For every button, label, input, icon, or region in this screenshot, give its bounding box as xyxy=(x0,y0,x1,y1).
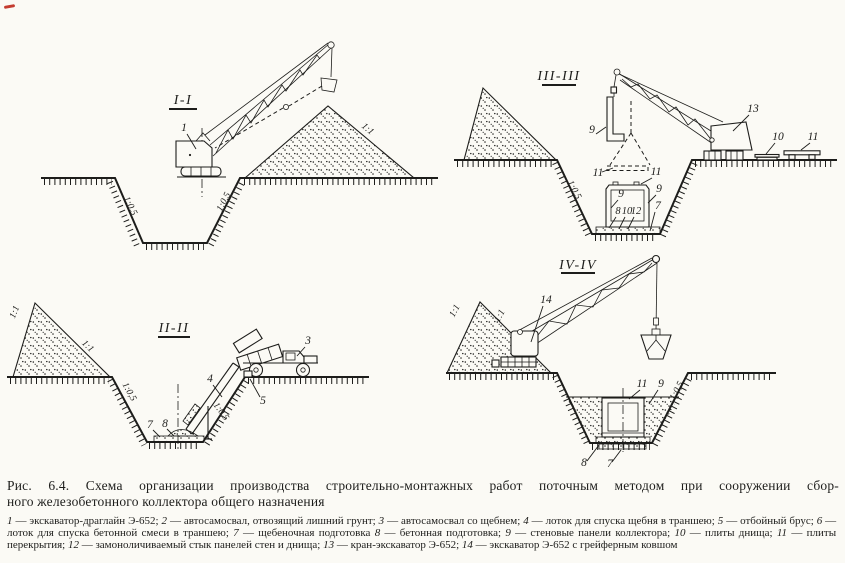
legend-item-number: 6 xyxy=(816,515,823,527)
legend-item xyxy=(68,539,320,551)
caption-line-2: ного железобетонного коллектора общего назначения xyxy=(7,493,325,509)
slope-label-right: 1:0,5 xyxy=(215,191,234,214)
stop-beam xyxy=(244,371,252,377)
section-label: IV-IV xyxy=(559,258,597,273)
slope-label-heap-a: 1:1 xyxy=(447,303,463,320)
legend-item xyxy=(523,515,715,527)
legend-item-number: 10 xyxy=(674,526,686,539)
callout-9-panel: 9 xyxy=(589,124,595,136)
slab-stacks xyxy=(755,151,820,160)
legend-item-number: 8 xyxy=(374,526,381,539)
callout-7-gravel: 7 xyxy=(147,419,153,431)
callout-7-gravel: 7 xyxy=(607,458,613,470)
leader-line xyxy=(641,178,652,184)
legend-item-text: — экскаватор Э-652 с грейферным ковшом xyxy=(475,538,678,551)
legend-item-text: — стеновые панели коллектора; xyxy=(515,526,671,539)
legend-item-number: 2 xyxy=(161,515,167,527)
leader-line xyxy=(612,450,621,462)
legend-item xyxy=(375,527,501,539)
callout-11-roof: 11 xyxy=(636,378,648,390)
legend-item-number: 3 xyxy=(378,515,385,527)
legend-item-number: 7 xyxy=(233,526,239,539)
slope-label-trench: 1:0,5 xyxy=(564,178,583,202)
legend-item-number: 12 xyxy=(67,538,79,551)
section-label: III-III xyxy=(537,69,581,84)
legend-item xyxy=(7,515,159,527)
slope-label-heap: 1:1 xyxy=(359,121,376,138)
legend-item-text: — автосамосвал со щебнем; xyxy=(387,515,521,527)
slope-label-heap-b: 1:1 xyxy=(492,308,508,325)
callout-5-beam: 5 xyxy=(260,395,266,407)
legend-item xyxy=(162,515,376,527)
callout-8-concrete: 8 xyxy=(615,206,621,217)
legend-item xyxy=(323,539,459,551)
legend-item-text: — плиты перекрытия; xyxy=(7,526,837,551)
legend-item-number: 5 xyxy=(717,515,724,527)
legend-item-text: — плиты днища; xyxy=(689,526,773,539)
legend-item-number: 13 xyxy=(323,538,335,551)
legend-item-number: 4 xyxy=(523,515,529,527)
section-ii-ii-diagram xyxy=(0,270,440,478)
callout-8-concrete: 8 xyxy=(162,418,168,430)
figure-caption xyxy=(7,478,839,510)
hanging-wall-panel xyxy=(607,97,624,141)
legend-item-number: 1 xyxy=(7,515,13,527)
callout-3-truck: 3 xyxy=(305,335,311,347)
callout-12-joint: 12 xyxy=(630,206,642,217)
legend-item-number: 9 xyxy=(505,526,511,539)
callout-14-excavator: 14 xyxy=(540,294,552,306)
callout-4-chute: 4 xyxy=(207,373,213,385)
legend-item xyxy=(233,527,370,539)
callout-10-floor: 10 xyxy=(621,206,633,217)
legend-item xyxy=(462,539,678,551)
callout-11-stack: 11 xyxy=(807,131,819,143)
slope-label-chute: 1:0,5 xyxy=(210,400,231,423)
spoil-heap xyxy=(245,106,414,178)
section-iii-iii-diagram xyxy=(440,35,845,245)
callout-10-stack: 10 xyxy=(772,131,784,143)
legend-item xyxy=(718,515,814,527)
slope-label-heap-left: 1:1 xyxy=(8,304,23,320)
section-label: II-II xyxy=(158,321,190,336)
legend-item-text: — бетонная подготовка; xyxy=(384,526,502,539)
legend-item-text: — кран-экскаватор Э-652; xyxy=(336,538,460,551)
section-i-i-diagram xyxy=(0,0,445,270)
collector-box xyxy=(596,388,650,452)
callout-9-wall-right: 9 xyxy=(656,183,662,195)
legend-item-text: — отбойный брус; xyxy=(726,515,814,527)
legend-item xyxy=(505,527,670,539)
legend-item-text: — замоноличиваемый стык панелей стен и днища; xyxy=(81,538,321,551)
legend-item xyxy=(674,527,772,539)
legend-item-text: — автосамосвал, отвозящий лишний грунт; xyxy=(169,515,376,527)
legend-item-text: — лоток для спуска щебня в траншею; xyxy=(531,515,715,527)
slope-label-trench: 1:0,5 xyxy=(119,380,138,404)
spoil-heap xyxy=(464,88,556,160)
callout-9-wall-left: 9 xyxy=(618,188,624,200)
leader-line xyxy=(213,385,222,397)
slope-label-trench: 1:0,5 xyxy=(668,379,687,403)
figure-legend xyxy=(7,516,836,552)
legend-item-text: — щебеночная подготовка xyxy=(243,526,371,539)
legend-item-number: 11 xyxy=(776,526,788,539)
crane-excavator xyxy=(611,69,752,160)
callout-13-crane: 13 xyxy=(747,103,759,115)
grab-bucket xyxy=(641,329,671,359)
slope-label-heap-right: 1:1 xyxy=(79,338,96,355)
legend-item-text: — лоток для спуска бетонной смеси в траншею; xyxy=(7,515,837,539)
callout-7-gravel: 7 xyxy=(655,200,661,212)
leader-line xyxy=(766,143,775,154)
callout-1-excavator: 1 xyxy=(181,122,187,134)
legend-item-text: — экскаватор-драглайн Э-652; xyxy=(15,515,159,527)
section-iv-iv-diagram xyxy=(440,245,845,478)
legend-item xyxy=(379,515,521,527)
callout-9-wall: 9 xyxy=(658,378,664,390)
wheel xyxy=(297,364,310,377)
section-label: I-I xyxy=(173,93,193,108)
caption-line-1: Рис. 6.4. Схема организации производства строительно-монтажных работ поточным методом при сооружении сбор- xyxy=(7,478,839,493)
slope-label-left: 1:0,5 xyxy=(120,195,139,218)
leader-line xyxy=(602,168,613,172)
leader-line xyxy=(801,143,810,150)
leader-line xyxy=(596,127,606,134)
dragline-bucket xyxy=(321,78,337,92)
callout-8-concrete: 8 xyxy=(581,457,587,469)
legend-item-number: 14 xyxy=(461,538,473,551)
ground-and-trench xyxy=(42,178,437,247)
callout-11-roof: 11 xyxy=(650,166,662,178)
spoil-heap xyxy=(13,303,110,377)
callout-11-sling: 11 xyxy=(592,167,604,179)
